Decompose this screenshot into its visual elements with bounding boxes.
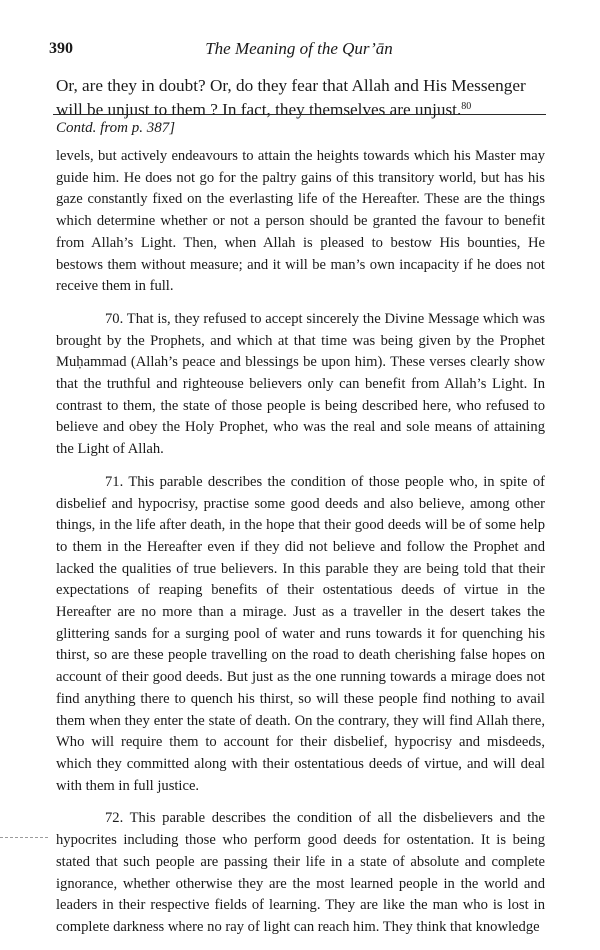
note-71: 71. This parable describes the condition of those people who, in spite of disbelief and hypocrisy, practise some good deeds and also believe, among other things, in the life after death, in the hope that their good deeds will be of some help to them in the Hereafter even if they did not believe and follow the Prophet and lacked the qualities of true believers. In this parable they are being told that their expectations of reaping benefits of their ostentatious deeds of virtue in the Hereafter are no more than a mirage. Just as a traveller in the desert takes the glittering sands for a surging pool of water and runs towards it for quenching his thirst, so are these people travelling on the road to death cherishing false hopes on account of their good deeds. But just as the one running towards a mirage does not find anything there to quench his thirst, so will these people find nothing to avail them when they enter the state of death. On the contrary, they will find Allah there, Who will require them to account for their disbelief, hypocrisy and misdeeds, which they committed along with their ostentatious deeds of virtue, and will deal with them in full justice. (56, 473, 545, 794)
verse-text: Or, are they in doubt? Or, do they fear that Allah and His Messenger will be unjust to them ? In fact, they themselves are unjust. (56, 76, 526, 119)
note-72: 72. This parable describes the condition of all the disbelievers and the hypocrites including those who perform good deeds for ostentation. It is being stated that such people are passing their life in a state of absolute and complete ignorance, whether otherwise they are the most learned people in the world and leaders in their respective fields of learning. They are like the man who is lost in complete darkness where no ray of light can reach him. They think that knowledge (56, 810, 545, 935)
commentary-notes (56, 146, 545, 950)
note-70: 70. That is, they refused to accept sincerely the Divine Message which was brought by the Prophets, and which at that time was being given by the Prophet Muḥammad (Allah’s peace and blessings be upon him). These verses clearly show that the truthful and righteouse believers only can benefit from Allah’s Light. In contrast to them, the state of those people is being described here, who refused to believe and obey the Holy Prophet, who was the real and sole means of attaining the Light of Allah. (56, 310, 545, 458)
margin-scan-mark (0, 837, 48, 838)
note-continuation: levels, but actively endeavours to attain the heights towards which his Master may guide him. He does not go for the paltry gains of this transitory world, but has his gaze constantly fixed on the everlasting life of the Hereafter. These are the things which determine whether or not a person should be granted the favour to benefit from Allah’s Light. Then, when Allah is pleased to bestow His bounties, He bestows them without measure; and it will be man’s own incapacity if he does not receive them in full. (56, 148, 545, 295)
page-number: 390 (49, 40, 73, 57)
footnote-reference: 80 (461, 101, 472, 112)
continuation-label: Contd. from p. 387] (56, 120, 176, 136)
page-header (49, 40, 549, 62)
footnote-divider (53, 114, 546, 115)
running-title: The Meaning of the Qur’ān (205, 39, 393, 58)
